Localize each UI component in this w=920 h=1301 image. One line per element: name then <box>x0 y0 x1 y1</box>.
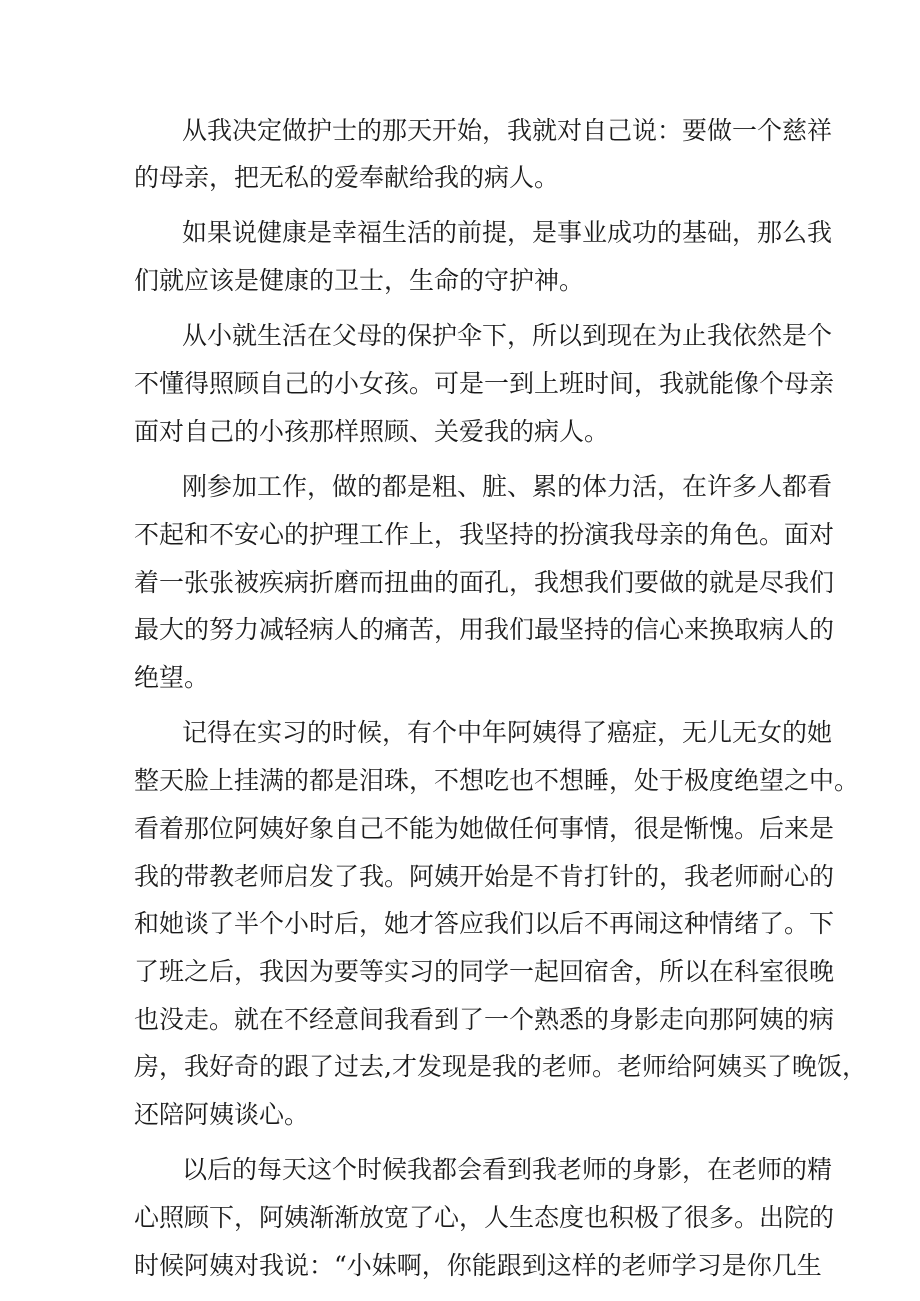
text-line: 还陪阿姨谈心。 <box>134 1100 310 1129</box>
text-line: 如果说健康是幸福生活的前提，是事业成功的基础，那么我 <box>182 218 833 247</box>
text-line: 房，我好奇的跟了过去,才发现是我的老师。老师给阿姨买了晚饭， <box>134 1052 867 1081</box>
text-line: 不起和不安心的护理工作上，我坚持的扮演我母亲的角色。面对 <box>134 520 835 549</box>
text-line: 和她谈了半个小时后，她才答应我们以后不再闹这种情绪了。下 <box>134 909 835 938</box>
text-line: 面对自己的小孩那样照顾、关爱我的病人。 <box>134 417 610 446</box>
text-line: 最大的努力减轻病人的痛苦，用我们最坚持的信心来换取病人的 <box>134 615 835 644</box>
text-line: 着一张张被疾病折磨而扭曲的面孔，我想我们要做的就是尽我们 <box>134 568 835 597</box>
text-line: 们就应该是健康的卫士，生命的守护神。 <box>134 266 585 295</box>
text-line: 记得在实习的时候，有个中年阿姨得了癌症，无儿无女的她 <box>182 718 833 747</box>
text-line: 以后的每天这个时候我都会看到我老师的身影，在老师的精 <box>182 1155 833 1184</box>
text-line: 时候阿姨对我说：“小妹啊，你能跟到这样的老师学习是你几生 <box>134 1251 822 1280</box>
text-line: 刚参加工作，做的都是粗、脏、累的体力活，在许多人都看 <box>182 472 833 501</box>
text-line: 我的带教老师启发了我。阿姨开始是不肯打针的，我老师耐心的 <box>134 862 835 891</box>
text-line: 从小就生活在父母的保护伞下，所以到现在为止我依然是个 <box>182 321 833 350</box>
text-line: 也没走。就在不经意间我看到了一个熟悉的身影走向那阿姨的病 <box>134 1005 835 1034</box>
text-line: 绝望。 <box>134 663 210 692</box>
text-line: 了班之后，我因为要等实习的同学一起回宿舍，所以在科室很晚 <box>134 957 835 986</box>
text-line: 整天脸上挂满的都是泪珠，不想吃也不想睡，处于极度绝望之中。 <box>134 766 860 795</box>
text-line: 心照顾下，阿姨渐渐放宽了心，人生态度也积极了很多。出院的 <box>134 1203 835 1232</box>
text-line: 的母亲，把无私的爱奉献给我的病人。 <box>134 163 560 192</box>
text-line: 不懂得照顾自己的小女孩。可是一到上班时间，我就能像个母亲 <box>134 369 835 398</box>
text-line: 从我决定做护士的那天开始，我就对自己说：要做一个慈祥 <box>182 116 833 145</box>
text-line: 看着那位阿姨好象自己不能为她做任何事情，很是惭愧。后来是 <box>134 814 835 843</box>
